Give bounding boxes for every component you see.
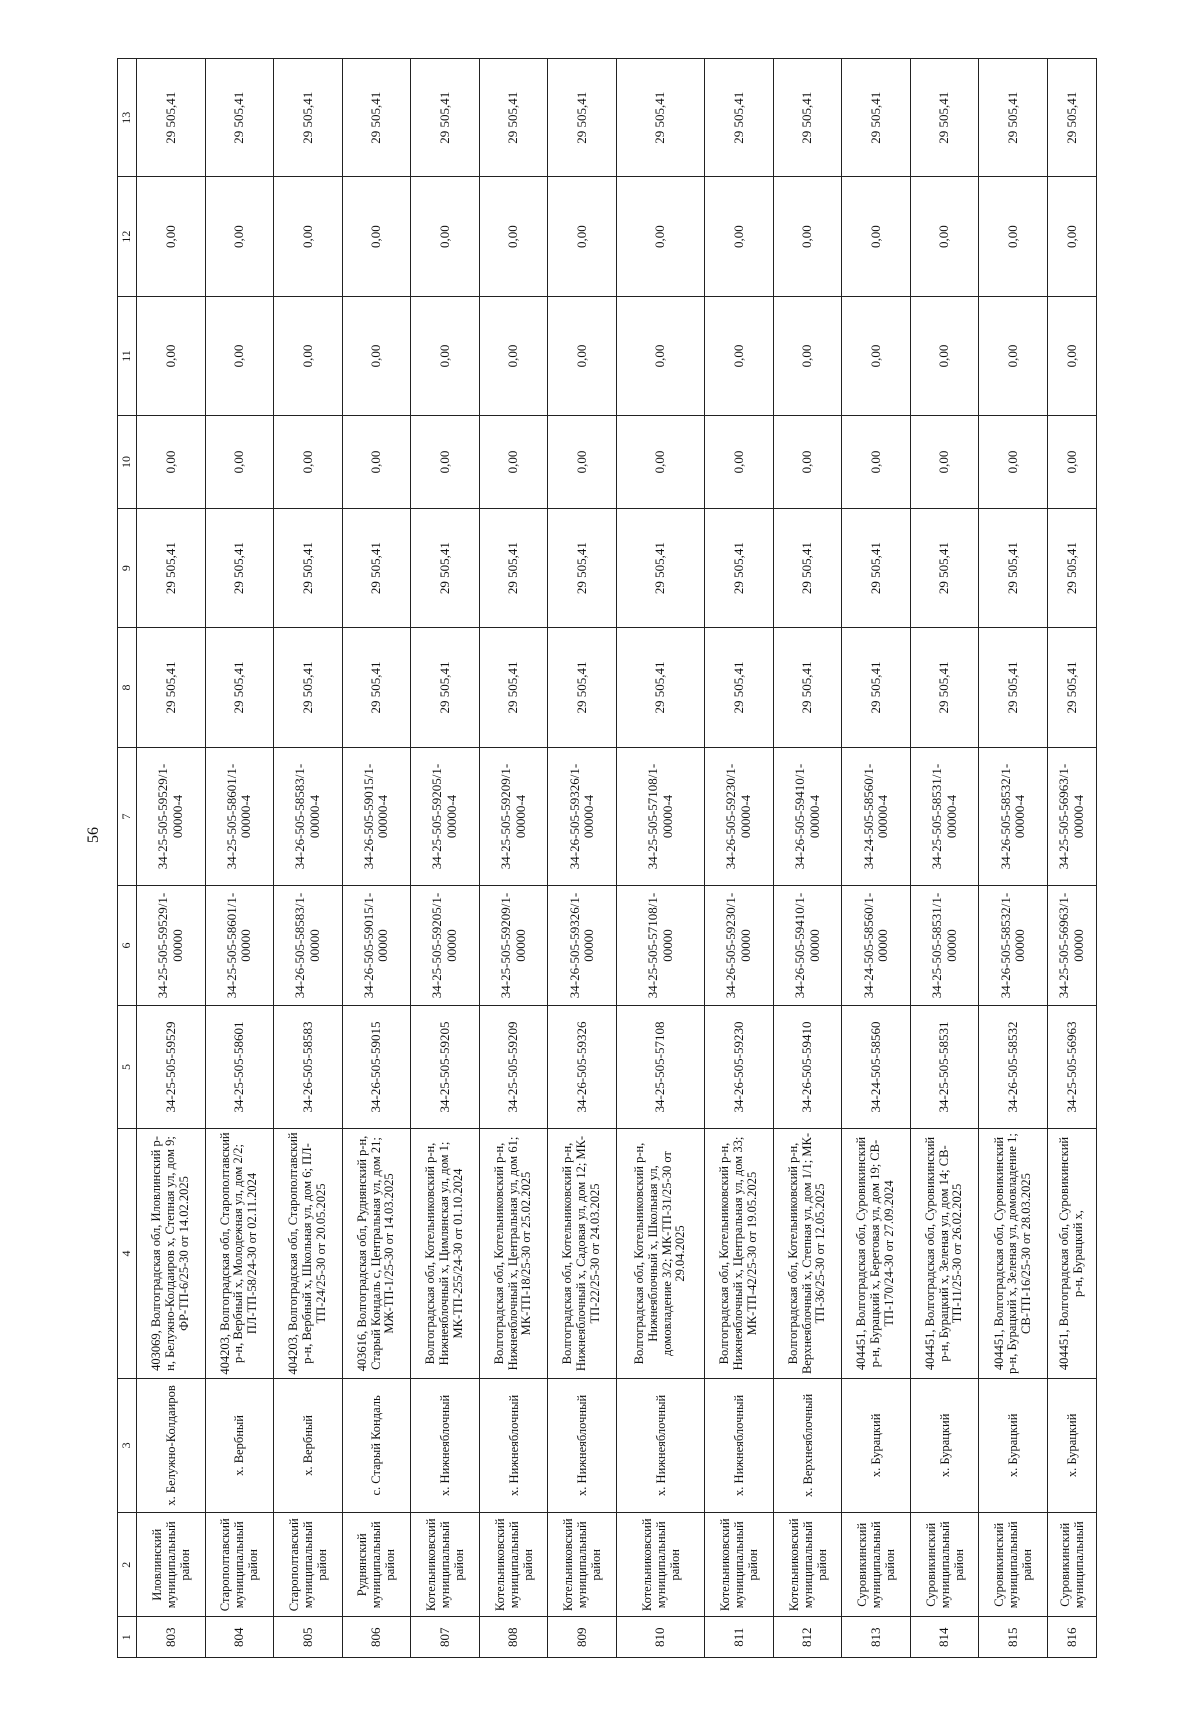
code-cell: 34-25-505-58531/1-00000-4: [910, 747, 979, 886]
district-cell: Суровикинский муниципальный район: [910, 1513, 979, 1617]
code-cell: 34-25-505-59209/1-00000: [479, 886, 548, 1005]
amount-cell: 29 505,41: [411, 508, 480, 627]
code-cell: 34-25-505-59529/1-00000: [137, 886, 206, 1005]
amount-cell: 29 505,41: [137, 628, 206, 747]
header-row: [118, 59, 137, 1658]
district-cell: Старополтавский муниципальный район: [205, 1513, 274, 1617]
amount-cell: 0,00: [479, 296, 548, 415]
code-cell: 34-25-505-57108/1-00000-4: [616, 747, 704, 886]
row-number: 806: [342, 1617, 411, 1658]
district-cell: Иловлинский муниципальный район: [137, 1513, 206, 1617]
row-number: 807: [411, 1617, 480, 1658]
amount-cell: 0,00: [979, 177, 1048, 296]
amount-cell: 29 505,41: [205, 628, 274, 747]
table-row: [910, 59, 979, 1658]
address-cell: 404203, Волгоградская обл, Старополтавский р-н, Вербный х, Молодежная ул, дом 2/2; ПЛ-ТП-58/24-30 от 02.11.2024: [205, 1129, 274, 1378]
amount-cell: 0,00: [705, 177, 774, 296]
settlement-cell: х. Белужно-Колдаиров: [137, 1378, 206, 1512]
address-cell: 404451, Волгоградская обл, Суровикинский р-н, Бурацкий х,: [1047, 1129, 1096, 1378]
amount-cell: 0,00: [773, 177, 842, 296]
code-cell: 34-25-505-58531: [910, 1005, 979, 1129]
code-cell: 34-25-505-59529: [137, 1005, 206, 1129]
amount-cell: 29 505,41: [616, 508, 704, 627]
amount-cell: 29 505,41: [342, 59, 411, 177]
amount-cell: 29 505,41: [411, 628, 480, 747]
table-row: [137, 59, 206, 1658]
settlement-cell: х. Вербный: [205, 1378, 274, 1512]
amount-cell: 29 505,41: [842, 628, 911, 747]
amount-cell: 0,00: [842, 177, 911, 296]
amount-cell: 0,00: [705, 296, 774, 415]
code-cell: 34-25-505-59209/1-00000-4: [479, 747, 548, 886]
amount-cell: 0,00: [842, 416, 911, 509]
district-cell: Руднянский муниципальный район: [342, 1513, 411, 1617]
address-cell: Волгоградская обл, Котельниковский р-н, Нижнеяблочный х, Школьная ул, домовладение 3/2; МК-ТП-31/25-30 от 29.04.2025: [616, 1129, 704, 1378]
address-cell: Волгоградская обл, Котельниковский р-н, Нижнеяблочный х, Центральная ул, дом 33; МК-ТП-42/25-30 от 19.05.2025: [705, 1129, 774, 1378]
code-cell: 34-26-505-59326/1-00000: [548, 886, 617, 1005]
amount-cell: 0,00: [548, 177, 617, 296]
settlement-cell: х. Нижнеяблочный: [411, 1378, 480, 1512]
amount-cell: 0,00: [205, 416, 274, 509]
col-header: 7: [118, 747, 137, 886]
amount-cell: 29 505,41: [616, 59, 704, 177]
code-cell: 34-25-505-59209: [479, 1005, 548, 1129]
amount-cell: 29 505,41: [979, 628, 1048, 747]
code-cell: 34-26-505-59230/1-00000-4: [705, 747, 774, 886]
address-cell: Волгоградская обл, Котельниковский р-н, Нижнеяблочный х, Садовая ул, дом 12; МК-ТП-22/25-30 от 24.03.2025: [548, 1129, 617, 1378]
amount-cell: 0,00: [274, 177, 343, 296]
address-cell: 403616, Волгоградская обл, Руднянский р-н, Старый Кондаль с, Центральная ул, дом 21; МЖ-ТП-1/25-30 от 14.03.2025: [342, 1129, 411, 1378]
code-cell: 34-26-505-59410/1-00000-4: [773, 747, 842, 886]
col-header: 3: [118, 1378, 137, 1512]
address-cell: 404203, Волгоградская обл, Старополтавский р-н, Вербный х, Школьная ул, дом 6; ПЛ-ТП-24/25-30 от 20.05.2025: [274, 1129, 343, 1378]
code-cell: 34-25-505-59529/1-00000-4: [137, 747, 206, 886]
table-row: [842, 59, 911, 1658]
amount-cell: 29 505,41: [842, 508, 911, 627]
code-cell: 34-25-505-58601/1-00000-4: [205, 747, 274, 886]
code-cell: 34-24-505-58560: [842, 1005, 911, 1129]
row-number: 813: [842, 1617, 911, 1658]
row-number: 804: [205, 1617, 274, 1658]
col-header: 5: [118, 1005, 137, 1129]
table-row: [274, 59, 343, 1658]
amount-cell: 0,00: [342, 177, 411, 296]
amount-cell: 0,00: [274, 416, 343, 509]
code-cell: 34-25-505-56963/1-00000-4: [1047, 747, 1096, 886]
amount-cell: 0,00: [548, 416, 617, 509]
amount-cell: 0,00: [1047, 296, 1096, 415]
code-cell: 34-25-505-57108/1-00000: [616, 886, 704, 1005]
district-cell: Суровикинский муниципальный район: [979, 1513, 1048, 1617]
district-cell: Котельниковский муниципальный район: [705, 1513, 774, 1617]
row-number: 814: [910, 1617, 979, 1658]
settlement-cell: х. Нижнеяблочный: [548, 1378, 617, 1512]
amount-cell: 29 505,41: [1047, 628, 1096, 747]
amount-cell: 29 505,41: [910, 59, 979, 177]
settlement-cell: х. Вербный: [274, 1378, 343, 1512]
amount-cell: 0,00: [842, 296, 911, 415]
amount-cell: 0,00: [616, 416, 704, 509]
amount-cell: 29 505,41: [342, 508, 411, 627]
col-header: 10: [118, 416, 137, 509]
settlement-cell: х. Бурацкий: [910, 1378, 979, 1512]
amount-cell: 0,00: [137, 177, 206, 296]
amount-cell: 0,00: [411, 296, 480, 415]
settlement-cell: с. Старый Кондаль: [342, 1378, 411, 1512]
col-header: 8: [118, 628, 137, 747]
code-cell: 34-26-505-58532: [979, 1005, 1048, 1129]
code-cell: 34-26-505-59230/1-00000: [705, 886, 774, 1005]
code-cell: 34-25-505-56963: [1047, 1005, 1096, 1129]
code-cell: 34-25-505-58601: [205, 1005, 274, 1129]
settlement-cell: х. Бурацкий: [842, 1378, 911, 1512]
amount-cell: 29 505,41: [616, 628, 704, 747]
amount-cell: 0,00: [479, 177, 548, 296]
amount-cell: 0,00: [1047, 177, 1096, 296]
amount-cell: 0,00: [910, 177, 979, 296]
settlement-cell: х. Нижнеяблочный: [616, 1378, 704, 1512]
table-row: [205, 59, 274, 1658]
row-number: 803: [137, 1617, 206, 1658]
table-row: [548, 59, 617, 1658]
amount-cell: 29 505,41: [274, 628, 343, 747]
code-cell: 34-26-505-58532/1-00000-4: [979, 747, 1048, 886]
row-number: 811: [705, 1617, 774, 1658]
table-row: [979, 59, 1048, 1658]
district-cell: Старополтавский муниципальный район: [274, 1513, 343, 1617]
code-cell: 34-26-505-59326: [548, 1005, 617, 1129]
row-number: 810: [616, 1617, 704, 1658]
settlement-cell: х. Нижнеяблочный: [705, 1378, 774, 1512]
code-cell: 34-26-505-58583/1-00000: [274, 886, 343, 1005]
amount-cell: 29 505,41: [342, 628, 411, 747]
amount-cell: 0,00: [616, 177, 704, 296]
table-row: [479, 59, 548, 1658]
row-number: 815: [979, 1617, 1048, 1658]
code-cell: 34-25-505-58601/1-00000: [205, 886, 274, 1005]
district-cell: Котельниковский муниципальный район: [548, 1513, 617, 1617]
amount-cell: 0,00: [137, 296, 206, 415]
amount-cell: 0,00: [411, 177, 480, 296]
code-cell: 34-25-505-56963/1-00000: [1047, 886, 1096, 1005]
district-cell: Котельниковский муниципальный район: [479, 1513, 548, 1617]
settlement-cell: х. Верхнеяблочный: [773, 1378, 842, 1512]
settlement-cell: х. Бурацкий: [979, 1378, 1048, 1512]
amount-cell: 29 505,41: [773, 628, 842, 747]
amount-cell: 29 505,41: [773, 59, 842, 177]
amount-cell: 0,00: [205, 296, 274, 415]
table-row: [773, 59, 842, 1658]
amount-cell: 0,00: [274, 296, 343, 415]
amount-cell: 0,00: [137, 416, 206, 509]
settlement-cell: х. Бурацкий: [1047, 1378, 1096, 1512]
address-cell: Волгоградская обл, Котельниковский р-н, Нижнеяблочный х, Цимлянская ул, дом 1; МК-ТП-255/24-30 от 01.10.2024: [411, 1129, 480, 1378]
amount-cell: 29 505,41: [205, 508, 274, 627]
district-cell: Суровикинский муниципальный район: [842, 1513, 911, 1617]
code-cell: 34-25-505-59205: [411, 1005, 480, 1129]
amount-cell: 29 505,41: [1047, 508, 1096, 627]
amount-cell: 29 505,41: [705, 628, 774, 747]
amount-cell: 0,00: [910, 416, 979, 509]
amount-cell: 0,00: [1047, 416, 1096, 509]
code-cell: 34-26-505-59410: [773, 1005, 842, 1129]
row-number: 816: [1047, 1617, 1096, 1658]
district-cell: Суровикинский муниципальный: [1047, 1513, 1096, 1617]
amount-cell: 29 505,41: [137, 59, 206, 177]
amount-cell: 29 505,41: [910, 628, 979, 747]
code-cell: 34-26-505-59015/1-00000-4: [342, 747, 411, 886]
amount-cell: 29 505,41: [842, 59, 911, 177]
amount-cell: 0,00: [342, 296, 411, 415]
col-header: 13: [118, 59, 137, 177]
code-cell: 34-26-505-59230: [705, 1005, 774, 1129]
amount-cell: 0,00: [616, 296, 704, 415]
amount-cell: 29 505,41: [979, 508, 1048, 627]
rotated-page: [117, 58, 1097, 1658]
amount-cell: 29 505,41: [705, 508, 774, 627]
address-cell: 404451, Волгоградская обл, Суровикинский р-н, Бурацкий х, Зеленая ул, дом 14; СВ-ТП-11/25-30 от 26.02.2025: [910, 1129, 979, 1378]
amount-cell: 29 505,41: [137, 508, 206, 627]
code-cell: 34-25-505-57108: [616, 1005, 704, 1129]
district-cell: Котельниковский муниципальный район: [773, 1513, 842, 1617]
code-cell: 34-26-505-58583/1-00000-4: [274, 747, 343, 886]
col-header: 9: [118, 508, 137, 627]
amount-cell: 29 505,41: [910, 508, 979, 627]
amount-cell: 0,00: [979, 416, 1048, 509]
code-cell: 34-26-505-59326/1-00000-4: [548, 747, 617, 886]
col-header: 6: [118, 886, 137, 1005]
code-cell: 34-26-505-59015: [342, 1005, 411, 1129]
col-header: 4: [118, 1129, 137, 1378]
data-table: [117, 58, 1097, 1658]
amount-cell: 0,00: [342, 416, 411, 509]
amount-cell: 0,00: [411, 416, 480, 509]
row-number: 812: [773, 1617, 842, 1658]
amount-cell: 0,00: [910, 296, 979, 415]
col-header: 1: [118, 1617, 137, 1658]
table-row: [1047, 59, 1096, 1658]
amount-cell: 0,00: [979, 296, 1048, 415]
page-number: 56: [85, 827, 102, 843]
amount-cell: 29 505,41: [773, 508, 842, 627]
amount-cell: 29 505,41: [705, 59, 774, 177]
code-cell: 34-26-505-59015/1-00000: [342, 886, 411, 1005]
district-cell: Котельниковский муниципальный район: [616, 1513, 704, 1617]
amount-cell: 0,00: [479, 416, 548, 509]
amount-cell: 29 505,41: [548, 59, 617, 177]
amount-cell: 0,00: [548, 296, 617, 415]
address-cell: 403069, Волгоградская обл, Иловлинский р-н, Белужно-Колдаиров х, Степная ул, дом 9; ФР-ТП-6/25-30 от 14.02.2025: [137, 1129, 206, 1378]
row-number: 808: [479, 1617, 548, 1658]
amount-cell: 29 505,41: [479, 628, 548, 747]
code-cell: 34-26-505-59410/1-00000: [773, 886, 842, 1005]
address-cell: Волгоградская обл, Котельниковский р-н, Верхнеяблочный х, Степная ул, дом 1/1; МК-ТП-36/25-30 от 12.05.2025: [773, 1129, 842, 1378]
code-cell: 34-24-505-58560/1-00000-4: [842, 747, 911, 886]
code-cell: 34-25-505-58531/1-00000: [910, 886, 979, 1005]
amount-cell: 29 505,41: [274, 59, 343, 177]
code-cell: 34-26-505-58532/1-00000: [979, 886, 1048, 1005]
table-row: [411, 59, 480, 1658]
row-number: 805: [274, 1617, 343, 1658]
row-number: 809: [548, 1617, 617, 1658]
amount-cell: 29 505,41: [548, 628, 617, 747]
amount-cell: 29 505,41: [411, 59, 480, 177]
col-header: 2: [118, 1513, 137, 1617]
amount-cell: 0,00: [205, 177, 274, 296]
col-header: 12: [118, 177, 137, 296]
amount-cell: 29 505,41: [548, 508, 617, 627]
col-header: 11: [118, 296, 137, 415]
address-cell: Волгоградская обл, Котельниковский р-н, Нижнеяблочный х, Центральная ул, дом 61; МК-ТП-18/25-30 от 25.02.2025: [479, 1129, 548, 1378]
amount-cell: 0,00: [705, 416, 774, 509]
code-cell: 34-24-505-58560/1-00000: [842, 886, 911, 1005]
amount-cell: 29 505,41: [274, 508, 343, 627]
code-cell: 34-25-505-59205/1-00000: [411, 886, 480, 1005]
table-row: [705, 59, 774, 1658]
code-cell: 34-25-505-59205/1-00000-4: [411, 747, 480, 886]
address-cell: 404451, Волгоградская обл, Суровикинский р-н, Бурацкий х, Зеленая ул, домовладение 1; СВ-ТП-16/25-30 от 28.03.2025: [979, 1129, 1048, 1378]
amount-cell: 29 505,41: [479, 508, 548, 627]
table-row: [616, 59, 704, 1658]
amount-cell: 29 505,41: [979, 59, 1048, 177]
amount-cell: 29 505,41: [479, 59, 548, 177]
code-cell: 34-26-505-58583: [274, 1005, 343, 1129]
amount-cell: 29 505,41: [1047, 59, 1096, 177]
settlement-cell: х. Нижнеяблочный: [479, 1378, 548, 1512]
amount-cell: 0,00: [773, 416, 842, 509]
amount-cell: 29 505,41: [205, 59, 274, 177]
amount-cell: 0,00: [773, 296, 842, 415]
table-row: [342, 59, 411, 1658]
district-cell: Котельниковский муниципальный район: [411, 1513, 480, 1617]
address-cell: 404451, Волгоградская обл, Суровикинский р-н, Бурацкий х, Береговая ул, дом 19; СВ-ТП-170/24-30 от 27.09.2024: [842, 1129, 911, 1378]
